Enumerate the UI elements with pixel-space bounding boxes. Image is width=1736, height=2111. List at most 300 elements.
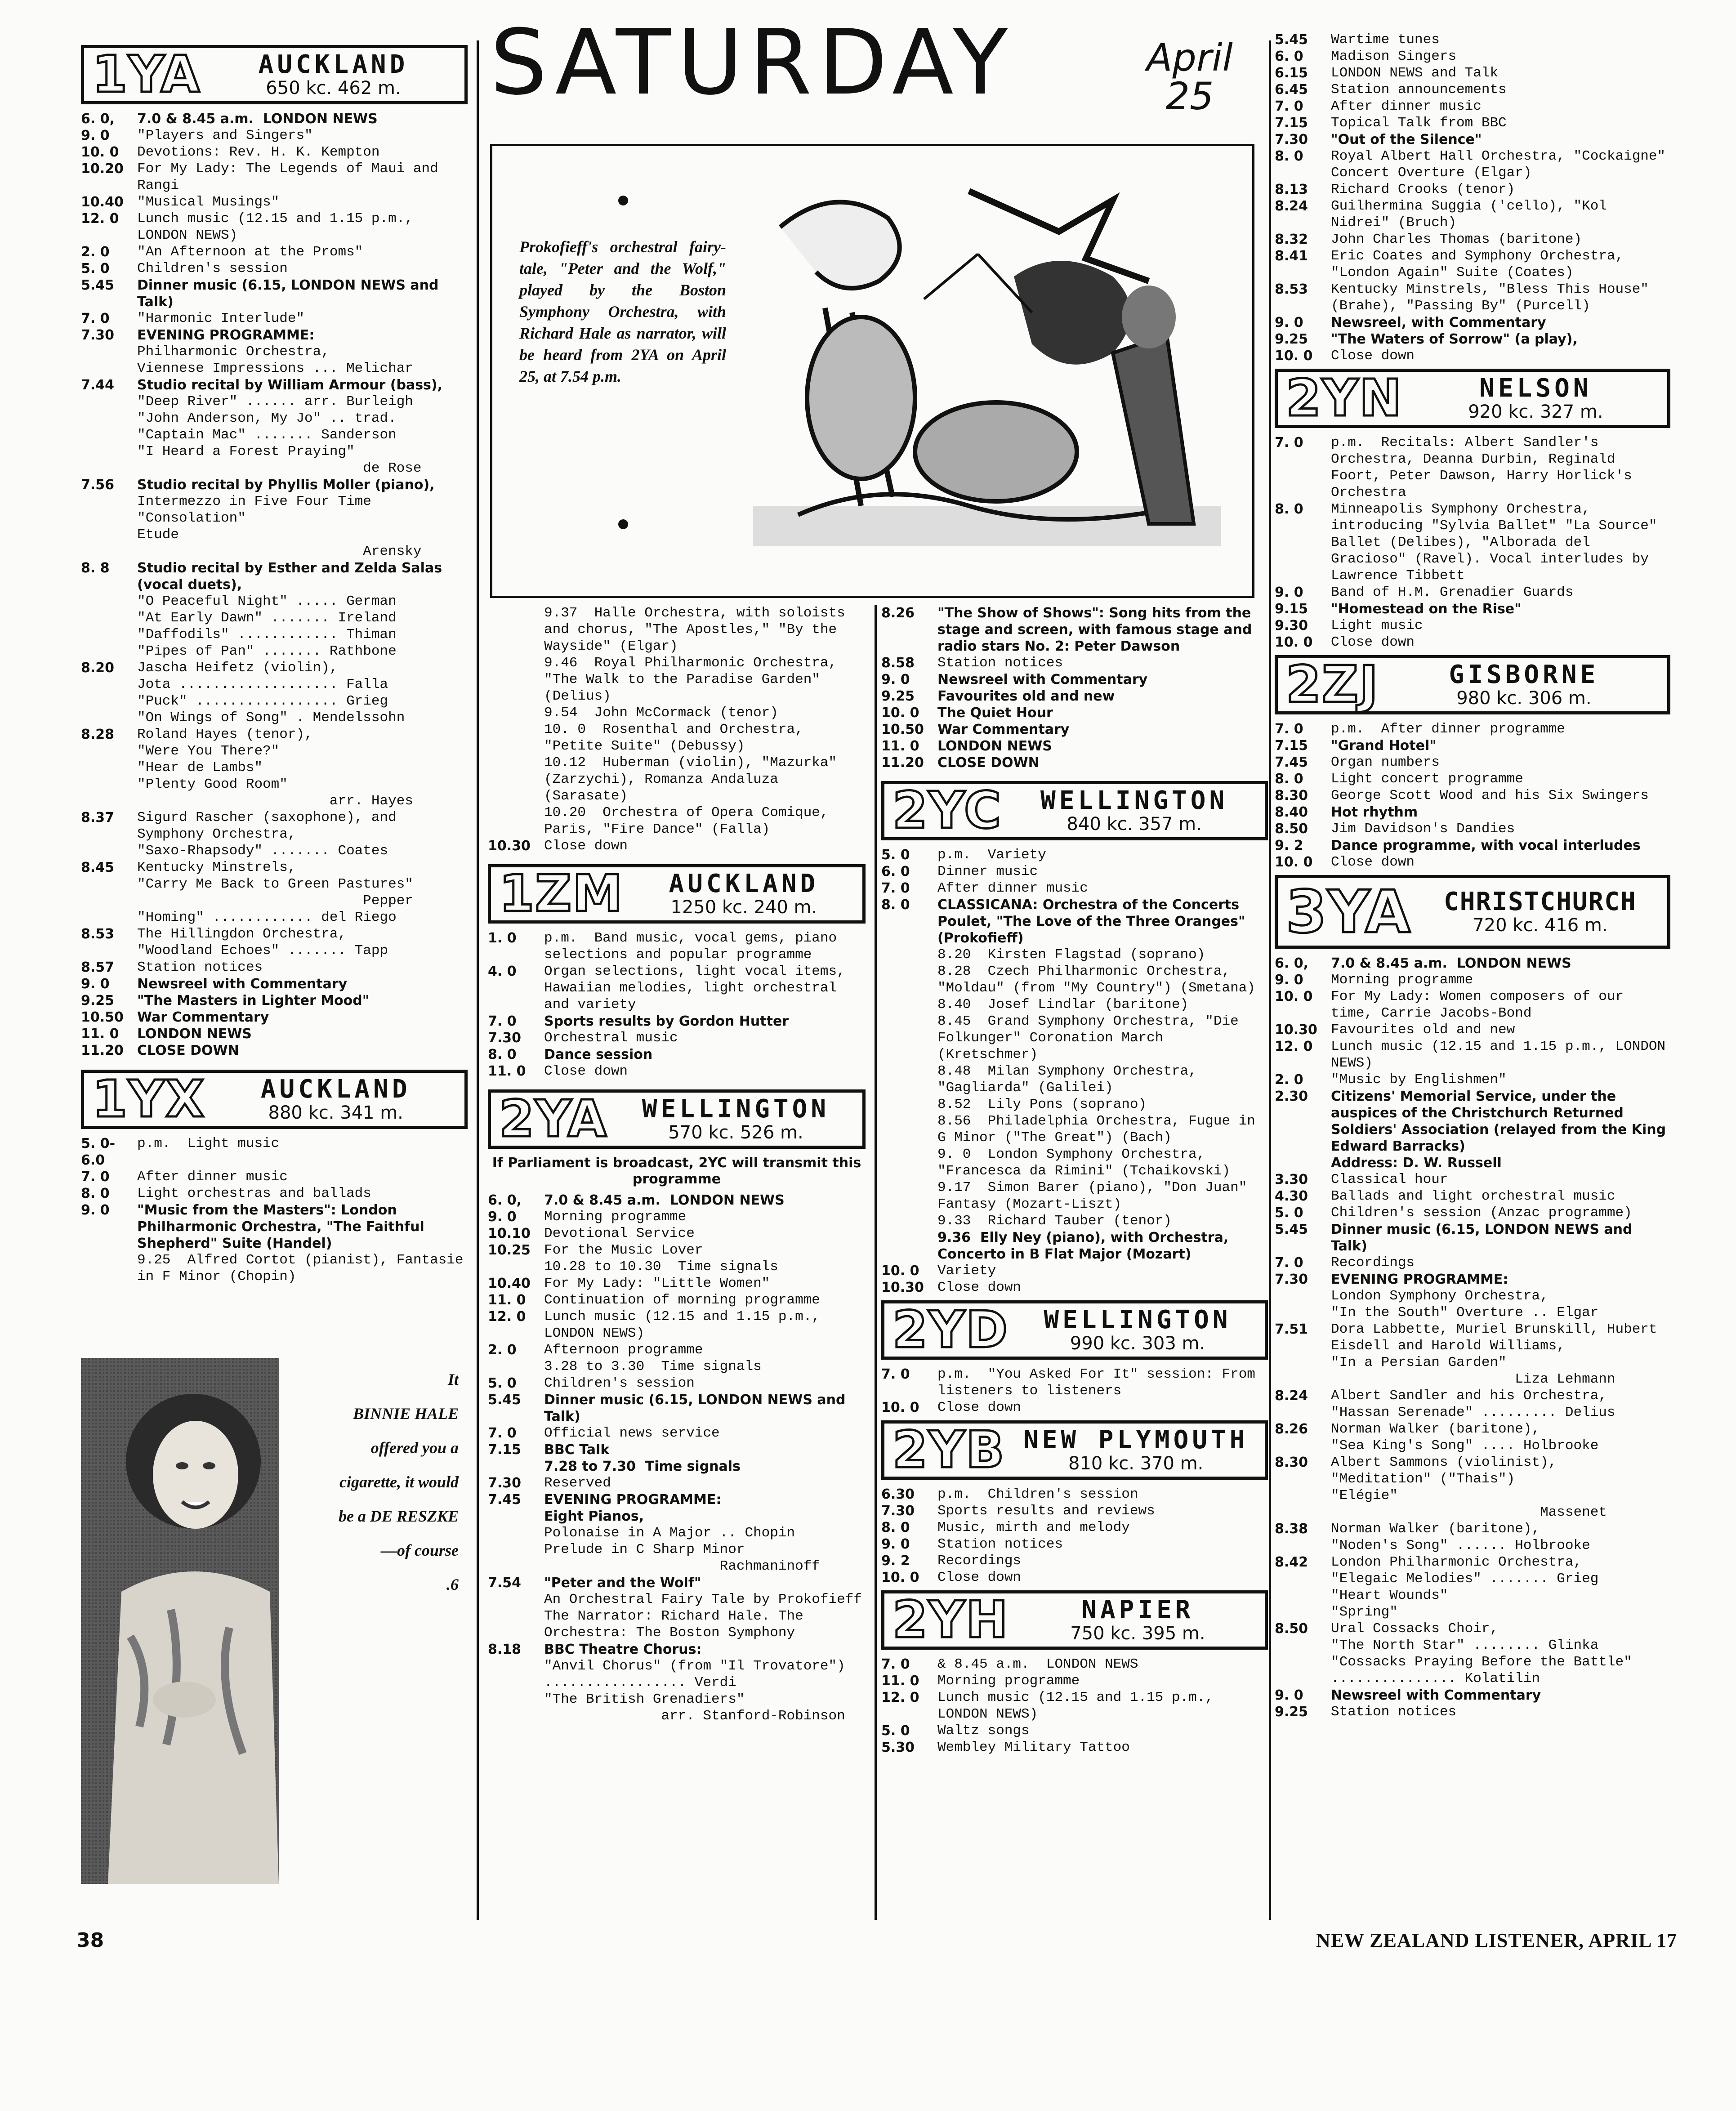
item-description: Minneapolis Symphony Orchestra, introducing "Sylvia Ballet" "La Source" Ballet (Delibes), "Alborada del Gracioso" (Ravel). Vocal interludes by Lawrence Tibbett <box>1331 501 1666 584</box>
item-description: Children's session (Anzac programme) <box>1331 1205 1632 1221</box>
schedule-item <box>1275 281 1670 314</box>
item-time: 5. 0 <box>881 1723 910 1739</box>
schedule-item <box>1275 721 1670 737</box>
station-frequency: 750 kc. 395 m. <box>1070 1623 1205 1644</box>
item-description: For My Lady: Women composers of our time, Carrie Jacobs-Bond <box>1331 989 1632 1021</box>
schedule-item <box>488 655 866 705</box>
schedule-item <box>488 1475 866 1491</box>
item-description: Close down <box>937 1570 1022 1585</box>
item-time: 9. 2 <box>1275 838 1303 853</box>
item-description: LONDON NEWS <box>137 1026 252 1042</box>
item-time: 2. 0 <box>488 1342 517 1358</box>
schedule-item <box>488 1375 866 1392</box>
schedule-item <box>1275 1454 1670 1521</box>
schedule-item <box>488 1392 866 1425</box>
item-time: 4. 0 <box>488 964 517 979</box>
schedule-item <box>488 1242 866 1275</box>
item-time: 9. 2 <box>881 1553 910 1569</box>
page-title: SATURDAY <box>490 10 1014 115</box>
item-time: 5.45 <box>488 1392 522 1408</box>
item-description: Light concert programme <box>1331 771 1523 787</box>
item-time: 6. 0, <box>488 1192 522 1208</box>
item-description: Recordings <box>1331 1255 1415 1271</box>
item-description: EVENING PROGRAMME: Eight Pianos, <box>544 1492 722 1524</box>
item-time: 9. 0 <box>881 1536 910 1552</box>
item-time: 6.30 <box>881 1486 915 1502</box>
station-callsign: 2YN <box>1286 369 1402 428</box>
item-description: LONDON NEWS <box>937 738 1052 754</box>
item-description: Close down <box>937 1280 1022 1295</box>
item-description: Station notices <box>137 960 263 975</box>
item-description: Devotions: Rev. H. K. Kempton <box>137 144 380 160</box>
item-description: Eric Coates and Symphony Orchestra, "London Again" Suite (Coates) <box>1331 248 1632 281</box>
feature-picture-box <box>490 144 1254 598</box>
station-callsign: 2YC <box>893 781 1002 840</box>
schedule-item <box>881 880 1268 897</box>
item-time: 5. 0 <box>881 847 910 863</box>
item-time <box>81 593 137 660</box>
schedule-item <box>1275 1288 1670 1321</box>
item-description: Organ selections, light vocal items, Hawaiian melodies, light orchestral and variety <box>544 964 854 1013</box>
item-description: Music, mirth and melody <box>937 1520 1130 1535</box>
station-frequency: 810 kc. 370 m. <box>1068 1453 1204 1474</box>
item-time: 9.25 <box>1275 331 1308 347</box>
item-description: For My Lady: "Little Women" <box>544 1276 770 1291</box>
schedule-item <box>881 1263 1268 1279</box>
item-description: Studio recital by Esther and Zelda Salas (vocal duets), <box>137 560 447 593</box>
station-city: AUCKLAND <box>258 50 409 79</box>
item-description: Close down <box>544 838 628 854</box>
item-description: "The Waters of Sorrow" (a play), <box>1331 331 1578 347</box>
item-time: 8.58 <box>881 655 915 671</box>
item-time: 8.42 <box>1275 1554 1308 1570</box>
schedule-item <box>81 277 468 310</box>
schedule-item <box>81 477 468 493</box>
item-time: 8. 0 <box>881 897 910 913</box>
schedule-item <box>81 377 468 393</box>
item-time: 7.30 <box>1275 132 1308 147</box>
schedule-item <box>81 244 468 260</box>
schedule-item <box>488 1308 866 1342</box>
schedule-item <box>881 1519 1268 1536</box>
item-description: Morning programme <box>544 1209 687 1225</box>
column-3 <box>1275 31 1674 1720</box>
schedule-item <box>488 1225 866 1242</box>
item-time: 8. 8 <box>81 560 110 576</box>
item-description: Albert Sandler and his Orchestra, "Hassan Serenade" ......... Delius <box>1331 1388 1616 1420</box>
item-description: Wartime tunes <box>1331 32 1440 48</box>
item-time: 10.30 <box>488 838 531 854</box>
item-time: 11. 0 <box>81 1026 119 1042</box>
item-description: EVENING PROGRAMME: <box>137 327 315 343</box>
schedule-item <box>1275 115 1670 131</box>
item-description: Dinner music (6.15, LONDON NEWS and Talk) <box>1331 1222 1637 1254</box>
item-time: 8.13 <box>1275 182 1308 197</box>
item-time: 9. 0 <box>81 1202 110 1218</box>
schedule-item <box>1275 737 1670 754</box>
schedule-item <box>81 976 468 992</box>
station-frequency: 880 kc. 341 m. <box>268 1102 403 1123</box>
station-frequency: 1250 kc. 240 m. <box>670 897 817 918</box>
schedule-item <box>1275 1022 1670 1038</box>
item-description: Lunch music (12.15 and 1.15 p.m., LONDON NEWS) <box>937 1690 1222 1722</box>
item-time: 9. 0 <box>1275 972 1303 988</box>
item-time: 9.25 <box>1275 1704 1308 1720</box>
item-description: Morning programme <box>1331 972 1473 988</box>
item-time: 11.20 <box>81 1043 124 1058</box>
item-time: 7. 0 <box>1275 721 1303 737</box>
item-time: 8.32 <box>1275 232 1308 247</box>
schedule-item <box>81 1026 468 1042</box>
column-rule <box>477 40 479 1920</box>
item-time: 9. 0 <box>881 672 910 687</box>
item-description: Station notices <box>1331 1704 1457 1720</box>
schedule-2yc <box>881 847 1268 1296</box>
station-city: NAPIER <box>1081 1595 1194 1625</box>
item-description: LONDON NEWS and Talk <box>1331 65 1499 81</box>
schedule-item <box>488 1342 866 1375</box>
schedule-item <box>81 1042 468 1059</box>
schedule-item <box>81 1185 468 1202</box>
item-description: The Quiet Hour <box>937 705 1053 721</box>
station-callsign: 2YD <box>893 1301 1009 1359</box>
schedule-item <box>881 863 1268 880</box>
item-time <box>488 1525 544 1575</box>
item-description: 8.20 Kirsten Flagstad (soprano) 8.28 Czech Philharmonic Orchestra, "Moldau" (from "My Country") (Smetana) 8.40 Josef Lindlar (baritone) 8.45 Grand Symphony Orchestra, "Die Folkunger" Coronation March (Kretschmer) 8.48 Milan Symphony Orchestra, "Gagliarda" (Galilei) 8.52 Lily Pons (soprano) 8.56 Philadelphia Orchestra, Fugue in G Minor ("The Great") (Bach) 9. 0 London Symphony Orchestra, "Francesca da Rimini" (Tchaikovski) 9.17 Simon Barer (piano), "Don Juan" Fantasy (Mozart-Liszt) 9.33 Richard Tauber (tenor) <box>937 947 1255 1229</box>
schedule-item <box>881 1366 1268 1399</box>
item-description: Official news service <box>544 1425 720 1441</box>
item-description: 10.12 Huberman (violin), "Mazurka" (Zarzychi), Romanza Andaluza (Sarasate) <box>544 755 845 804</box>
item-time: 10. 0 <box>881 1400 919 1415</box>
item-time: 10.50 <box>81 1009 124 1025</box>
item-time: 9. 0 <box>488 1209 517 1225</box>
item-description: "Music by Englishmen" <box>1331 1072 1507 1088</box>
item-description: Newsreel with Commentary <box>937 672 1148 687</box>
item-time: 10.25 <box>488 1242 531 1258</box>
schedule-item <box>81 1169 468 1185</box>
schedule-item <box>81 161 468 194</box>
item-description: Close down <box>937 1400 1022 1415</box>
item-description: Band of H.M. Grenadier Guards <box>1331 585 1574 600</box>
item-description: John Charles Thomas (baritone) <box>1331 232 1582 247</box>
item-description: Close down <box>1331 634 1415 650</box>
item-time <box>881 1229 937 1263</box>
schedule-item <box>1275 1704 1670 1720</box>
schedule-item <box>81 809 468 859</box>
item-time: 10.40 <box>488 1276 531 1291</box>
item-description: p.m. Recitals: Albert Sandler's Orchestra, Deanna Durbin, Reginald Foort, Peter Dawson, Harry Horlick's Orchestra <box>1331 435 1641 500</box>
item-description: Close down <box>544 1063 628 1079</box>
item-description: Dinner music (6.15, LONDON NEWS and Talk) <box>137 277 443 310</box>
station-header-2zj <box>1275 655 1670 714</box>
item-description: After dinner music <box>1331 98 1482 114</box>
item-time: 8.50 <box>1275 821 1308 837</box>
schedule-item <box>81 111 468 127</box>
item-time: 10.40 <box>81 194 124 210</box>
schedule-item <box>81 1202 468 1252</box>
schedule-item <box>881 1279 1268 1296</box>
item-description: Topical Talk from BBC <box>1331 115 1507 131</box>
item-time: 12. 0 <box>881 1690 919 1705</box>
item-description: EVENING PROGRAMME: <box>1331 1272 1508 1287</box>
item-description: "Harmonic Interlude" <box>137 311 305 326</box>
schedule-item <box>881 1656 1268 1673</box>
item-description: "The Show of Shows": Song hits from the stage and screen, with famous stage and radio stars No. 2: Peter Dawson <box>937 605 1257 654</box>
schedule-item <box>81 327 468 344</box>
item-description: Dinner music <box>937 864 1038 879</box>
schedule-item <box>1275 98 1670 115</box>
schedule-item <box>1275 1421 1670 1454</box>
schedule-item <box>488 1030 866 1046</box>
station-city: GISBORNE <box>1449 660 1599 689</box>
item-description: 9.54 John McCormack (tenor) <box>544 705 778 721</box>
schedule-item <box>81 726 468 809</box>
item-description: Kentucky Minstrels, "Carry Me Back to Green Pastures" Pepper "Homing" ............ del Riego <box>137 860 413 925</box>
item-description: "Music from the Masters": London Philharmonic Orchestra, "The Faithful Shepherd" Suite (Handel) <box>137 1202 429 1251</box>
item-description: "O Peaceful Night" ..... German "At Early Dawn" ....... Ireland "Daffodils" ............ Thiman "Pipes of Pan" ....... Rathbone <box>137 594 397 659</box>
schedule-item <box>1275 148 1674 181</box>
item-time: 10. 0 <box>1275 989 1313 1004</box>
item-description: Royal Albert Hall Orchestra, "Cockaigne" Concert Overture (Elgar) <box>1331 148 1674 181</box>
item-time: 7.30 <box>1275 1272 1308 1287</box>
item-description: An Orchestral Fairy Tale by Prokofieff The Narrator: Richard Hale. The Orchestra: The Boston Symphony <box>544 1592 862 1641</box>
schedule-item <box>488 605 866 655</box>
item-time: 7.54 <box>488 1575 522 1591</box>
schedule-2yn <box>1275 434 1670 651</box>
item-time: 8.50 <box>1275 1621 1308 1637</box>
item-description: "Homestead on the Rise" <box>1331 601 1522 617</box>
schedule-item <box>1275 181 1670 198</box>
item-description: Ballads and light orchestral music <box>1331 1188 1616 1204</box>
item-time: 1. 0 <box>488 930 517 946</box>
schedule-item <box>81 560 468 593</box>
schedule-item <box>881 847 1268 863</box>
item-description: Waltz songs <box>937 1723 1030 1739</box>
item-description: Guilhermina Suggia ('cello), "Kol Nidrei" (Bruch) <box>1331 198 1616 231</box>
schedule-1yx <box>81 1135 472 1285</box>
schedule-item <box>81 1009 468 1026</box>
item-description: Lunch music (12.15 and 1.15 p.m., LONDON NEWS) <box>137 211 422 243</box>
item-time: 5. 0-6.0 <box>81 1136 116 1168</box>
schedule-item <box>1275 601 1670 617</box>
item-time: 11.20 <box>881 755 924 771</box>
item-description: p.m. Variety <box>937 847 1046 863</box>
item-time: 7.15 <box>488 1442 522 1458</box>
item-time: 11. 0 <box>488 1292 526 1308</box>
item-description: Sigurd Rascher (saxophone), and Symphony Orchestra, "Saxo-Rhapsody" ....... Coates <box>137 810 397 859</box>
item-description: "Anvil Chorus" (from "Il Trovatore") ................. Verdi "The British Grenadiers" arr. Stanford-Robinson <box>544 1658 845 1724</box>
item-description: CLOSE DOWN <box>137 1043 239 1058</box>
schedule-item <box>881 705 1268 721</box>
advert-text <box>288 1362 459 1602</box>
column-rule <box>1269 40 1271 1920</box>
item-time <box>488 705 544 721</box>
item-time: 10. 0 <box>881 1263 919 1279</box>
schedule-item <box>1275 988 1670 1022</box>
station-city: NEW PLYMOUTH <box>1023 1425 1249 1455</box>
schedule-item <box>1275 1221 1670 1254</box>
schedule-item <box>1275 1071 1670 1088</box>
schedule-item <box>881 688 1268 705</box>
item-description: Philharmonic Orchestra, Viennese Impressions ... Melichar <box>137 344 413 376</box>
item-description: Children's session <box>544 1375 695 1391</box>
schedule-item <box>1275 1254 1670 1271</box>
schedule-item <box>1275 198 1670 231</box>
station-frequency: 570 kc. 526 m. <box>668 1122 803 1143</box>
item-description: Madison Singers <box>1331 49 1457 64</box>
item-description: Norman Walker (baritone), "Sea King's Song" .... Holbrooke <box>1331 1421 1599 1454</box>
item-description: Citizens' Memorial Service, under the auspices of the Christchurch Returned Soldiers' Association (relayed from the King Edward Barracks) Address: D. W. Russell <box>1331 1089 1666 1171</box>
schedule-item <box>488 930 866 963</box>
schedule-item <box>488 963 866 1013</box>
item-description: 9.25 Alfred Cortot (pianist), Fantasie in F Minor (Chopin) <box>137 1252 472 1285</box>
item-description: Dora Labbette, Muriel Brunskill, Hubert Eisdell and Harold Williams, "In a Persian Garden" Liza Lehmann <box>1331 1321 1657 1387</box>
item-time: 7. 0 <box>81 1169 110 1185</box>
item-time: 7.30 <box>488 1030 522 1046</box>
schedule-item <box>1275 1687 1670 1704</box>
item-time: 7. 0 <box>488 1425 517 1441</box>
schedule-item <box>488 1442 866 1475</box>
item-description: Organ numbers <box>1331 754 1440 770</box>
item-description: p.m. Children's session <box>937 1486 1138 1502</box>
station-city: AUCKLAND <box>669 869 819 898</box>
item-time: 8.30 <box>1275 788 1308 803</box>
item-description: Reserved <box>544 1475 611 1491</box>
schedule-item <box>1275 81 1670 98</box>
item-description: Lunch music (12.15 and 1.15 p.m., LONDON NEWS) <box>1331 1039 1674 1071</box>
item-time: 10. 0 <box>881 1570 919 1585</box>
item-time: 8.57 <box>81 960 115 975</box>
item-description: p.m. "You Asked For It" session: From listeners to listeners <box>937 1366 1264 1399</box>
schedule-item <box>488 721 866 754</box>
schedule-2yd <box>881 1366 1268 1416</box>
peter-and-the-wolf-illustration <box>744 164 1230 578</box>
schedule-item <box>1275 501 1670 584</box>
item-description: CLOSE DOWN <box>937 755 1040 771</box>
item-time <box>488 721 544 754</box>
schedule-item <box>1275 584 1670 601</box>
schedule-item <box>1275 1088 1670 1171</box>
item-time: 4.30 <box>1275 1188 1308 1204</box>
station-header-3ya <box>1275 875 1670 949</box>
item-time: 7.15 <box>1275 738 1308 754</box>
item-description: "Deep River" ...... arr. Burleigh "John Anderson, My Jo" .. trad. "Captain Mac" ....... Sanderson "I Heard a Forest Praying" de Rose <box>137 394 422 476</box>
item-description: Afternoon programme 3.28 to 3.30 Time signals <box>544 1342 762 1375</box>
item-description: Dance programme, with vocal interludes <box>1331 838 1641 853</box>
station-frequency: 840 kc. 357 m. <box>1067 814 1202 835</box>
item-time: 8. 0 <box>1275 148 1303 164</box>
schedule-item <box>881 1723 1268 1739</box>
item-time: 10.50 <box>881 722 924 737</box>
item-description: Dinner music (6.15, LONDON NEWS and Talk) <box>544 1392 850 1424</box>
item-time: 8.28 <box>81 727 115 742</box>
schedule-item <box>1275 48 1670 65</box>
portrait-photo <box>81 1358 279 1884</box>
item-description: The Hillingdon Orchestra, "Woodland Echoes" ....... Tapp <box>137 926 388 959</box>
item-description: After dinner music <box>137 1169 288 1185</box>
schedule-item <box>881 1503 1268 1519</box>
item-description: 7.0 & 8.45 a.m. LONDON NEWS <box>137 111 378 127</box>
schedule-item <box>1275 434 1670 501</box>
item-time: 6. 0 <box>881 864 910 879</box>
item-time: 8.24 <box>1275 198 1308 214</box>
item-time: 9.15 <box>1275 601 1308 617</box>
item-time: 8.18 <box>488 1642 522 1657</box>
column-2a <box>488 605 866 1724</box>
item-description: Polonaise in A Major .. Chopin Prelude in C Sharp Minor Rachmaninoff <box>544 1525 820 1574</box>
item-time: 12. 0 <box>1275 1039 1313 1054</box>
item-description: Kentucky Minstrels, "Bless This House" (Brahe), "Passing By" (Purcell) <box>1331 281 1657 314</box>
item-time <box>488 1658 544 1724</box>
station-callsign: 1ZM <box>499 865 624 923</box>
schedule-item <box>1275 248 1670 281</box>
item-description: Ural Cossacks Choir, "The North Star" ........ Glinka "Cossacks Praying Before the Battle" ............... Kolatilin <box>1331 1621 1632 1687</box>
item-time: 7. 0 <box>881 1366 910 1382</box>
schedule-item <box>881 1689 1268 1723</box>
schedule-item <box>1275 754 1670 771</box>
station-frequency: 650 kc. 462 m. <box>266 78 401 98</box>
item-description: 9.46 Royal Philharmonic Orchestra, "The Walk to the Paradise Garden" (Delius) <box>544 655 845 704</box>
item-time: 8. 0 <box>1275 771 1303 787</box>
item-time <box>81 393 137 477</box>
schedule-item <box>1275 1620 1670 1687</box>
schedule-item <box>81 959 468 976</box>
item-description: Variety <box>937 1263 996 1279</box>
schedule-item <box>881 721 1268 738</box>
schedule-item <box>488 1275 866 1292</box>
station-header-2yb <box>881 1420 1268 1480</box>
station-frequency: 980 kc. 306 m. <box>1456 688 1592 709</box>
schedule-item <box>1275 804 1670 821</box>
item-time: 10.30 <box>881 1280 924 1295</box>
item-time: 7.45 <box>1275 754 1308 770</box>
schedule-item <box>81 593 468 660</box>
item-time: 9. 0 <box>81 128 110 143</box>
schedule-item <box>81 1135 468 1169</box>
station-city: WELLINGTON <box>642 1094 830 1124</box>
item-time: 7.30 <box>488 1475 522 1491</box>
item-time: 9.25 <box>881 688 915 704</box>
item-description: London Symphony Orchestra, "In the South" Overture .. Elgar <box>1331 1288 1599 1321</box>
advert-line: offered you a <box>370 1439 459 1457</box>
item-time: 10. 0 <box>881 705 919 721</box>
item-description: Continuation of morning programme <box>544 1292 820 1308</box>
station-header-2yh <box>881 1590 1268 1650</box>
schedule-item <box>1275 634 1670 651</box>
schedule-item <box>881 1486 1268 1503</box>
item-description: Newsreel, with Commentary <box>1331 315 1546 330</box>
item-time: 11. 0 <box>881 1673 919 1689</box>
item-description: Lunch music (12.15 and 1.15 p.m., LONDON NEWS) <box>544 1309 829 1341</box>
item-description: Jascha Heifetz (violin), Jota ................... Falla "Puck" ................. Grieg "On Wings of Song" . Mendelssohn <box>137 660 405 726</box>
item-time: 7. 0 <box>881 1656 910 1672</box>
station-callsign: 1YX <box>92 1070 205 1129</box>
schedule-item <box>1275 837 1670 854</box>
schedule-item <box>1275 1388 1670 1421</box>
item-description: Sports results and reviews <box>937 1503 1155 1519</box>
item-time: 5.45 <box>81 277 115 293</box>
bullet-dot <box>618 196 628 205</box>
schedule-item <box>1275 131 1670 148</box>
schedule-item <box>488 1591 866 1641</box>
item-time: 2.30 <box>1275 1089 1308 1104</box>
item-description: Favourites old and new <box>937 688 1115 704</box>
schedule-item <box>881 655 1268 671</box>
item-time: 7.44 <box>81 377 115 393</box>
item-description: 7.0 & 8.45 a.m. LONDON NEWS <box>1331 955 1571 971</box>
column-1 <box>81 40 472 1285</box>
item-time: 12. 0 <box>488 1309 526 1325</box>
